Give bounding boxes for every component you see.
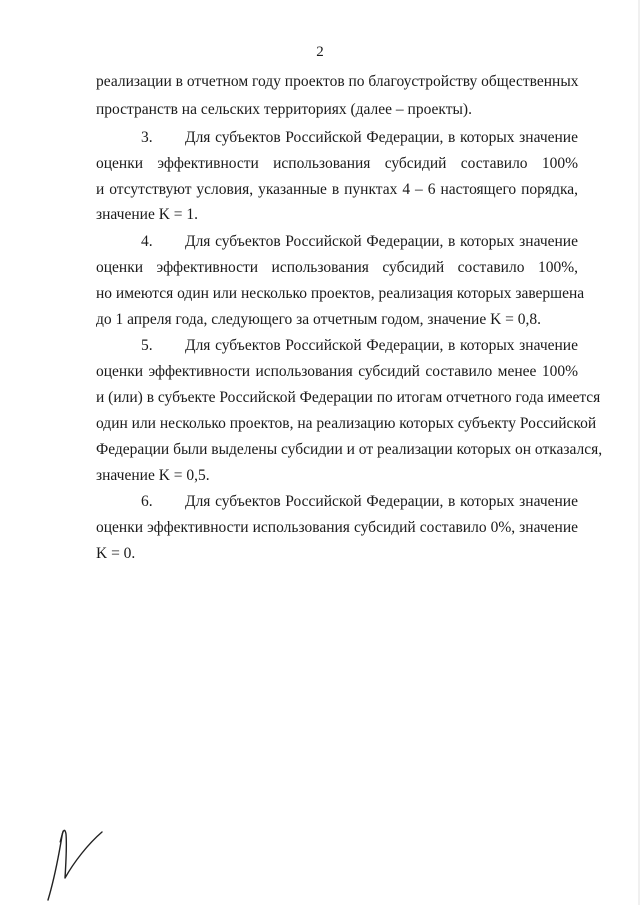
text-line: Для субъектов Российской Федерации, в которых значение [185, 337, 578, 354]
text-line: оценки эффективности использования субсидий составило 100% [96, 155, 578, 172]
text-line: и отсутствуют условия, указанные в пунктах 4 – 6 настоящего порядка, [96, 181, 578, 198]
paragraph-4-first-line [141, 232, 578, 252]
signature-mark [40, 822, 110, 902]
text-line: оценки эффективности использования субсидий составило 0%, значение [96, 519, 578, 536]
page-number: 2 [316, 44, 324, 60]
text-line: и (или) в субъекте Российской Федерации по итогам отчетного года имеется [96, 389, 601, 406]
text-line: оценки эффективности использования субсидий составило 100%, [96, 259, 578, 276]
text-line: оценки эффективности использования субсидий составило менее 100% [96, 363, 578, 380]
text-line: значение K = 1. [96, 206, 199, 223]
text-line: Для субъектов Российской Федерации, в которых значение [185, 233, 578, 250]
paragraph-6-first-line [141, 492, 578, 512]
text-line: Для субъектов Российской Федерации, в которых значение [185, 493, 578, 510]
text-line: до 1 апреля года, следующего за отчетным годом, значение K = 0,8. [96, 311, 542, 328]
item-number: 6. [141, 493, 153, 510]
paragraph-5-first-line [141, 336, 578, 356]
text-line: Для субъектов Российской Федерации, в которых значение [185, 129, 578, 146]
text-line: Федерации были выделены субсидии и от реализации которых он отказался, [96, 441, 603, 458]
paragraph-3-first-line [141, 128, 578, 148]
text-line: пространств на сельских территориях (далее – проекты). [96, 101, 472, 118]
text-line: K = 0. [96, 545, 136, 562]
text-line: но имеются один или несколько проектов, реализация которых завершена [96, 285, 585, 302]
item-number: 5. [141, 337, 153, 354]
text-line: значение K = 0,5. [96, 467, 210, 484]
text-line: один или несколько проектов, на реализацию которых субъекту Российской [96, 415, 597, 432]
text-line: реализации в отчетном году проектов по благоустройству общественных [96, 73, 579, 90]
item-number: 4. [141, 233, 153, 250]
item-number: 3. [141, 129, 153, 146]
